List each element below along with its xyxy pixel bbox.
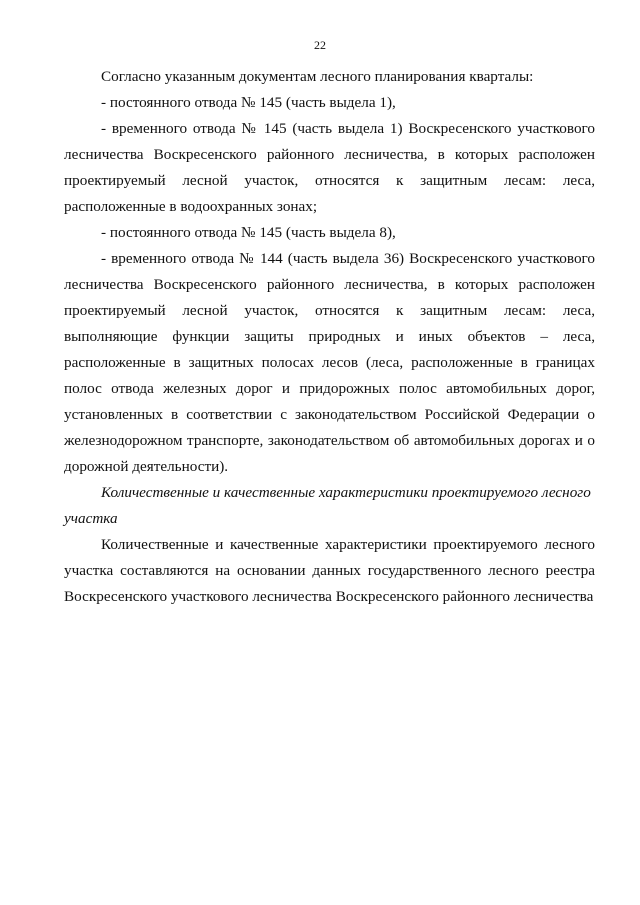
paragraph-intro: Согласно указанным документам лесного планирования кварталы: bbox=[101, 68, 534, 85]
paragraph-permanent-145-part8: - постоянного отвода № 145 (часть выдела 8), bbox=[101, 224, 396, 241]
paragraph-temporary-144: - временного отвода № 144 (часть выдела 36) Воскресенского участкового лесничества Воскресенского районного лесничества, в которых расположен проектируемый лесной участок, относятся к защитным лесам: леса, выполняющие функции защиты природных и иных объектов – леса, расположенные в защитных полосах лесов (леса, расположенные в границах полос отвода железных дорог и придорожных полос автомобильных дорог, установленных в соответствии с законодательством Российской Федерации о железнодорожном транспорте, законодательством об автомобильных дорогах и о дорожной деятельности). bbox=[64, 250, 595, 475]
document-body bbox=[64, 64, 595, 610]
page-number: 22 bbox=[314, 38, 326, 52]
paragraph-permanent-145: - постоянного отвода № 145 (часть выдела 1), bbox=[101, 94, 396, 111]
paragraph-temporary-145: - временного отвода № 145 (часть выдела 1) Воскресенского участкового лесничества Воскресенского районного лесничества, в которых расположен проектируемый лесной участок, относятся к защитным лесам: леса, расположенные в водоохранных зонах; bbox=[64, 120, 595, 215]
section-heading: Количественные и качественные характеристики проектируемого лесного участка bbox=[64, 484, 591, 527]
paragraph-characteristics: Количественные и качественные характеристики проектируемого лесного участка составляются на основании данных государственного лесного реестра Воскресенского участкового лесничества Воскресенского районного лесничества bbox=[64, 536, 595, 605]
